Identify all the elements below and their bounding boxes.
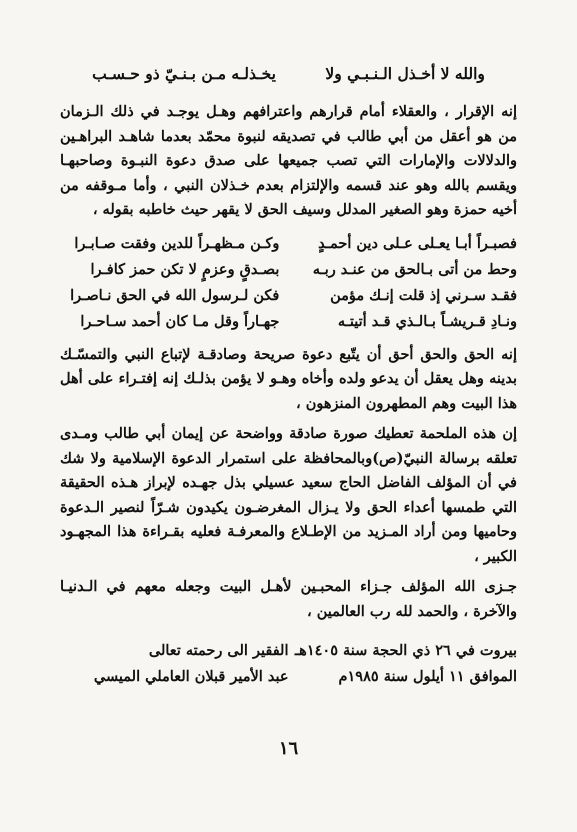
poem-line — [60, 257, 517, 283]
date-hijri: بيروت في ٢٦ ذي الحجة سنة ١٤٠٥هـ — [294, 642, 517, 659]
author-name: عبد الأمير قبلان العاملي الميسي — [93, 668, 289, 685]
poem-left-hemistich: وكـن مـظهـراً للدين وفقت صـابـرا — [74, 234, 280, 252]
signature-block — [60, 638, 517, 690]
paragraph-2: إنه الحق والحق أحق أن يتّبع دعوة صريحة وصادقـة لإتباع النبي والتمسّـك بدينه وهل يعقل أن يدعو ولده وأخاه وهـو لا يؤمن بذلـك إنه إفتـراء على أهل هذا البيت وهم المطهرون المنزهون ، — [60, 345, 517, 412]
verse-left-hemistich: يخـذلـه مـن بـنـيّ ذو حـسـب — [92, 64, 276, 83]
closing-phrase: الفقير الى رحمته تعالى — [148, 642, 289, 659]
paragraph-1: إنه الإقرار ، والعقلاء أمام قرارهم واعترافهم وهـل يوجـد في ذلك الـزمان من هو أعقل من أبي طالب في تصديقه لنبوة محمّد بعدما شاهـد البراهـين والدلالات والإمارات التي تصب جميعها على صدق دعوة النبـوة وصاحبهـا ويقسم بالله وهو عند قسمه والإلتزام بعدم خـذلان النبي ، وأما مـوقفه من أخيه حمزة وهو الصغير المدلل وسيف الحق لا يقهر حيث خاطبه بقوله ، — [60, 103, 517, 218]
paragraph-4: جـزى الله المؤلف جـزاء المحبـين لأهـل البيت وجعله معهم في الـدنيـا والآخرة ، والحمد لله رب العالمين ، — [60, 578, 517, 620]
poem-left-hemistich: جهـاراً وقل مـا كان أحمد سـاحـرا — [80, 312, 280, 330]
date-gregorian: الموافق ١١ أيلول سنة ١٩٨٥م — [338, 668, 517, 685]
poem-right-hemistich: فصبـراً أبـا يعـلى عـلى دين أحمـدٍ — [318, 234, 517, 252]
signature-dates — [289, 638, 518, 690]
paragraph-3: إن هذه الملحمة تعطيك صورة صادقة وواضحة عن إيمان أبي طالب ومـدى تعلقه برسالة النبيّ(ص)وبالمحافظة على استمرار الدعوة الإسلامية ولا شك في أن المؤلف الفاضل الحاج سعيد عسيلي بذل جهـده لإبراز هـذه الحقيقة التي طمسها أعداء الحق ولا يـزال المغرضـون يكيدون شـرّاً لنصير الـدعوة وحاميها ومن أراد المـزيد من الإطـلاع والمعرفـة فعليه بقـراءة هذا المجهـود الكبير ، — [60, 425, 517, 565]
poem-line — [60, 283, 517, 309]
verse-right-hemistich: والله لا أخـذل الـنـبـي ولا — [325, 64, 485, 83]
poem-line — [60, 231, 517, 257]
poem — [60, 231, 517, 335]
poem-right-hemistich: وحط من أتى بـالحق من عنـد ربـه — [312, 260, 517, 278]
poem-right-hemistich: فقـد سـرني إذ قلت إنـك مؤمن — [330, 286, 517, 304]
page-number: ١٦ — [278, 738, 299, 759]
poem-right-hemistich: ونـادِ قـريشـاً بـالـذي قـد أتيتـه — [337, 312, 517, 330]
poem-left-hemistich: فكن لـرسول الله في الحق نـاصـرا — [70, 286, 280, 304]
opening-verse — [60, 62, 517, 86]
poem-line — [60, 309, 517, 335]
signature-author — [60, 638, 289, 690]
poem-left-hemistich: بصـدقٍ وعزمٍ لا تكن حمز كافـرا — [90, 260, 280, 278]
